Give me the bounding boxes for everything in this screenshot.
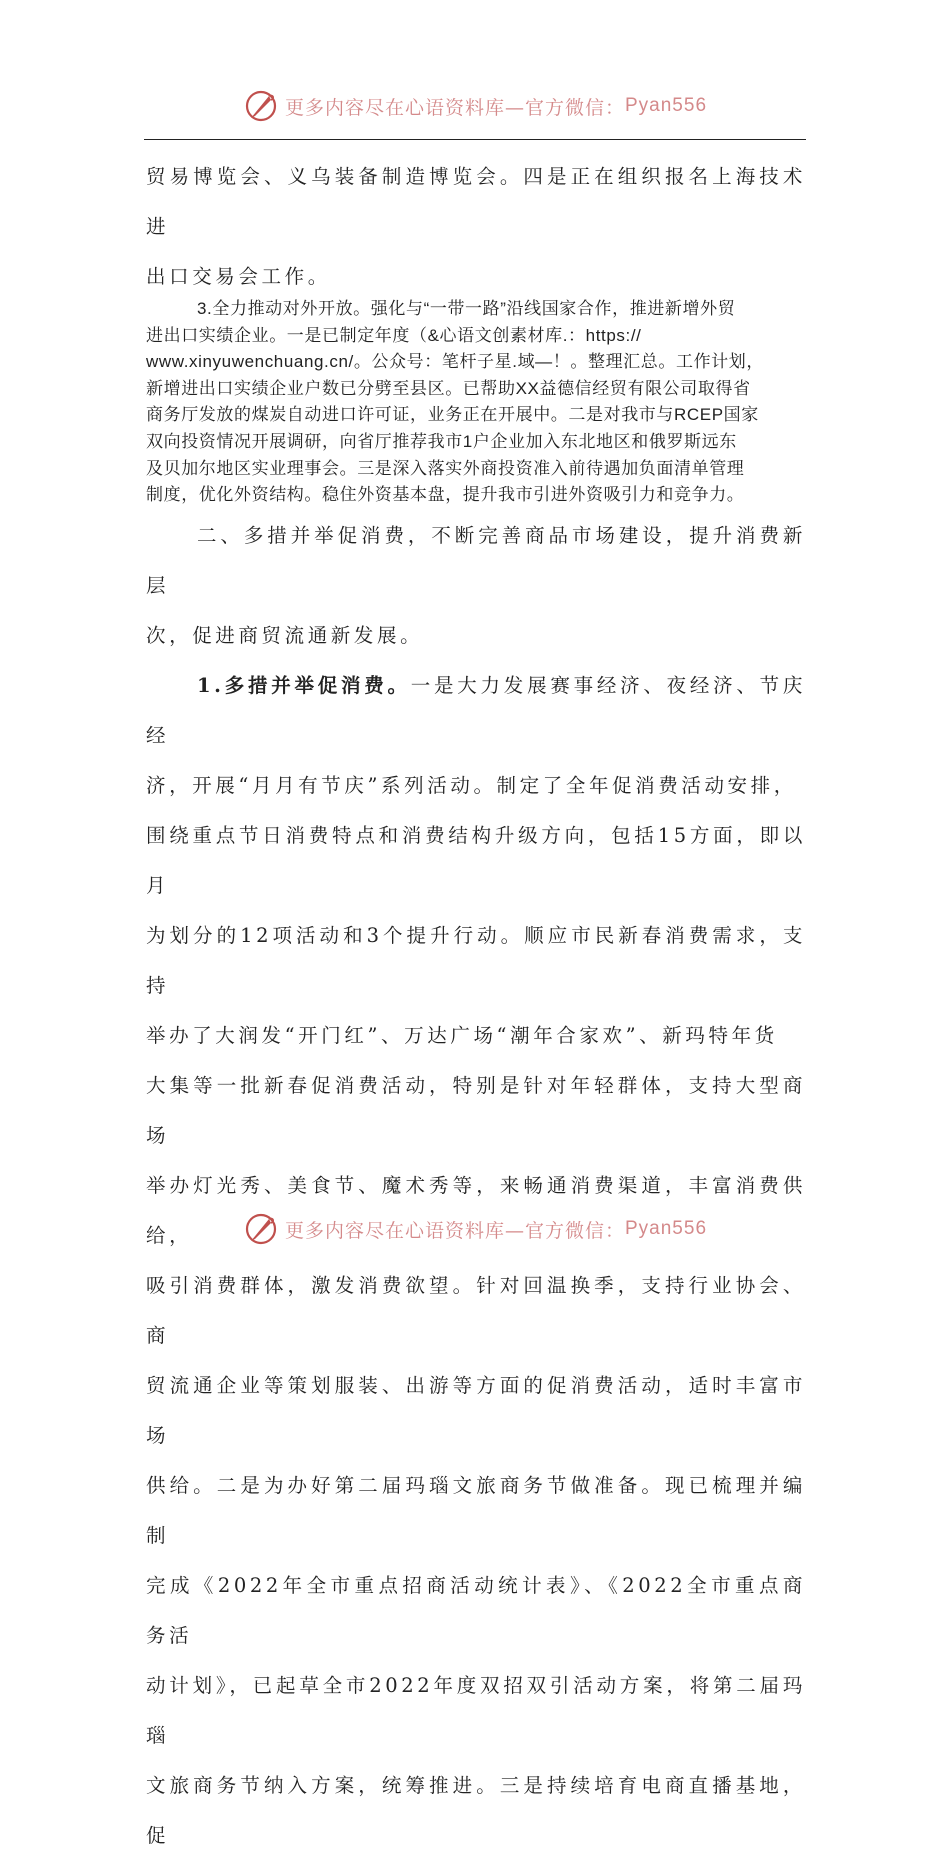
text-line: 文旅商务节纳入方案，统筹推进。三是持续培育电商直播基地，促 (146, 1773, 806, 1847)
watermark-wechat-id: Pyan556 (625, 95, 708, 116)
text-line: 动计划》，已起草全市2022年度双招双引活动方案，将第二届玛瑙 (146, 1673, 806, 1747)
subsection-title: 1.多措并举促消费。 (197, 673, 411, 697)
text-line: 一是大力发展赛事经济、夜经济、节庆经 (146, 673, 807, 747)
text-line: 及贝加尔地区实业理事会。三是深入落实外商投资准入前待遇加负面清单管理 (146, 458, 745, 478)
text-line: 举办灯光秀、美食节、魔术秀等，来畅通消费渠道，丰富消费供给， (146, 1173, 806, 1247)
text-line: 贸流通企业等策划服装、出游等方面的促消费活动，适时丰富市场 (146, 1373, 806, 1447)
text-line: 贸易博览会、义乌装备制造博览会。四是正在组织报名上海技术进 (146, 165, 806, 238)
watermark-text: 更多内容尽在心语资料库—官方微信： (284, 96, 625, 119)
quill-logo-icon (243, 88, 279, 124)
paragraph-2 (146, 296, 806, 509)
text-line: 吸引消费群体，激发消费欲望。针对回温换季，支持行业协会、商 (146, 1273, 806, 1347)
document-body (146, 152, 806, 1861)
text-line: 围绕重点节日消费特点和消费结构升级方向，包括15方面，即以月 (146, 823, 806, 897)
text-line: 济，开展“月月有节庆”系列活动。制定了全年促消费活动安排， (146, 773, 797, 797)
text-line: 举办了大润发“开门红”、万达广场“潮年合家欢”、新玛特年货 (146, 1023, 778, 1047)
text-line: 次，促进商贸流通新发展。 (146, 623, 424, 647)
watermark-text: 更多内容尽在心语资料库—官方微信： (284, 1219, 625, 1242)
paragraph-4 (146, 661, 806, 1861)
text-line: 大集等一批新春促消费活动，特别是针对年轻群体，支持大型商场 (146, 1073, 806, 1147)
header-watermark (0, 86, 950, 126)
footer-watermark (0, 1209, 950, 1249)
text-line: 制度，优化外资结构。稳住外资基本盘，提升我市引进外资吸引力和竞争力。 (146, 485, 745, 505)
paragraph-1 (146, 152, 806, 302)
text-line: 3.全力推动对外开放。强化与“一带一路”沿线国家合作，推进新增外贸 (197, 299, 736, 318)
text-line: 供给。二是为办好第二届玛瑙文旅商务节做准备。现已梳理并编制 (146, 1473, 806, 1547)
text-line: 双向投资情况开展调研，向省厅推荐我市1户企业加入东北地区和俄罗斯远东 (146, 431, 737, 451)
text-line: 二、多措并举促消费，不断完善商品市场建设，提升消费新层 (146, 523, 806, 597)
header-divider (144, 139, 806, 140)
text-line: www.xinyuwenchuang.cn/。公众号：笔杆子星.域—！。整理汇总。工作计划， (146, 352, 764, 372)
section-heading-2 (146, 511, 806, 661)
quill-logo-icon (243, 1211, 279, 1247)
text-line: 为划分的12项活动和3个提升行动。顺应市民新春消费需求，支持 (146, 923, 806, 997)
text-line: 新增进出口实绩企业户数已分劈至县区。已帮助XX益德信经贸有限公司取得省 (146, 378, 751, 398)
text-line: 出口交易会工作。 (146, 265, 331, 288)
text-line: 完成《2022年全市重点招商活动统计表》、《2022全市重点商务活 (146, 1573, 806, 1647)
text-line: 商务厅发放的煤炭自动进口许可证，业务正在开展中。二是对我市与RCEP国家 (146, 405, 759, 425)
watermark-wechat-id: Pyan556 (625, 1218, 708, 1239)
text-line: 进出口实绩企业。一是已制定年度（&心语文创素材库.：https:// (146, 325, 642, 345)
